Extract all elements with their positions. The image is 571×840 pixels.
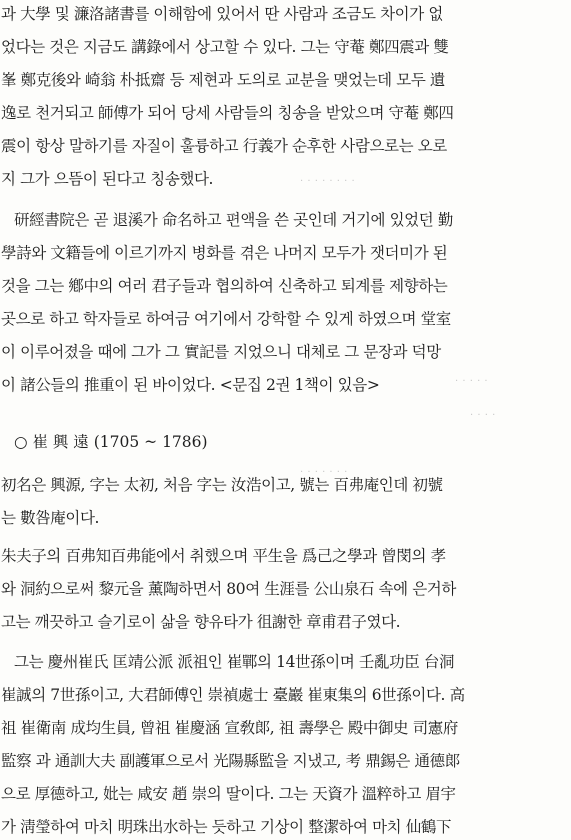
text-line: 었다는 것은 지금도 講錄에서 상고할 수 있다. 그는 守菴 鄭四震과 雙 [1,38,449,56]
text-line: 그는 慶州崔氏 匡靖公派 派祖인 崔鄲의 14世孫이며 壬亂功臣 台洞 [14,653,455,671]
person-heading: ○ 崔 興 遠 (1705 ~ 1786) [14,433,208,451]
text-line: 研經書院은 곧 退溪가 命名하고 편액을 쓴 곳인데 거기에 있었던 勤 [14,211,453,229]
bleed-through-mark: · · · · · · · · [300,176,356,187]
bleed-through-mark: · · · · [470,410,496,421]
text-line: 것을 그는 鄕中의 여러 君子들과 협의하여 신축하고 퇴계를 제향하는 [1,277,448,295]
text-line: 震이 항상 말하기를 자질이 훌륭하고 行義가 순후한 사람으로는 오로 [1,137,447,155]
text-line: 곳으로 하고 학자들로 하여금 여기에서 강학할 수 있게 하였으며 堂室 [1,310,451,328]
text-line: 朱夫子의 百弗知百弗能에서 취했으며 平生을 爲己之學과 曾閔의 孝 [1,547,446,565]
text-line: 과 大學 및 濂洛諸書를 이해함에 있어서 딴 사람과 조금도 차이가 없 [1,5,443,23]
text-line: 崔誠의 7世孫이고, 大君師傅인 崇禎處士 臺巖 崔東集의 6世孫이다. 高 [1,686,465,704]
text-line: 監察 과 通訓大夫 副護軍으로서 光陽縣監을 지냈고, 考 鼎錫은 通德郞 [1,752,460,770]
bleed-through-mark: · · · · · · · [300,467,348,478]
bleed-through-mark: · · · · · [455,376,489,387]
text-line: 逸로 천거되고 師傅가 되어 당세 사람들의 칭송을 받았으며 守菴 鄭四 [1,104,454,122]
text-line: 가 淸瑩하여 마치 明珠出水하는 듯하고 기상이 整潔하여 마치 仙鶴下 [1,818,452,836]
text-line: 으로 厚德하고, 妣는 咸安 趙 崇의 딸이다. 그는 天資가 溫粹하고 眉宇 [1,785,456,803]
text-line: 祖 崔衛南 成均生員, 曾祖 崔慶涵 宣敎郞, 祖 壽學은 殿中御史 司憲府 [1,719,458,737]
text-line: 初名은 興源, 字는 太初, 처음 字는 汝浩이고, 號는 百弗庵인데 初號 [1,476,443,494]
text-line: 峯 鄭克後와 崎翁 朴抵齋 등 제현과 도의로 교분을 맺었는데 모두 遺 [1,71,446,89]
text-line: 지 그가 으뜸이 된다고 칭송했다. [1,170,214,188]
text-line: 는 數咎庵이다. [1,509,100,527]
text-line: 學詩와 文籍들에 이르기까지 병화를 겪은 나머지 모두가 잿더미가 된 [1,244,448,262]
text-line: 와 洞約으로써 黎元을 薰陶하면서 80여 生涯를 公山泉石 속에 은거하 [1,580,456,598]
text-line: 이 諸公들의 推重이 된 바이었다. <문집 2권 1책이 있음> [1,376,380,394]
text-line: 고는 깨끗하고 슬기로이 삶을 향유타가 徂謝한 章甫君子였다. [1,613,401,631]
text-line: 이 이루어졌을 때에 그가 그 實記를 지었으니 대체로 그 문장과 덕망 [1,343,441,361]
